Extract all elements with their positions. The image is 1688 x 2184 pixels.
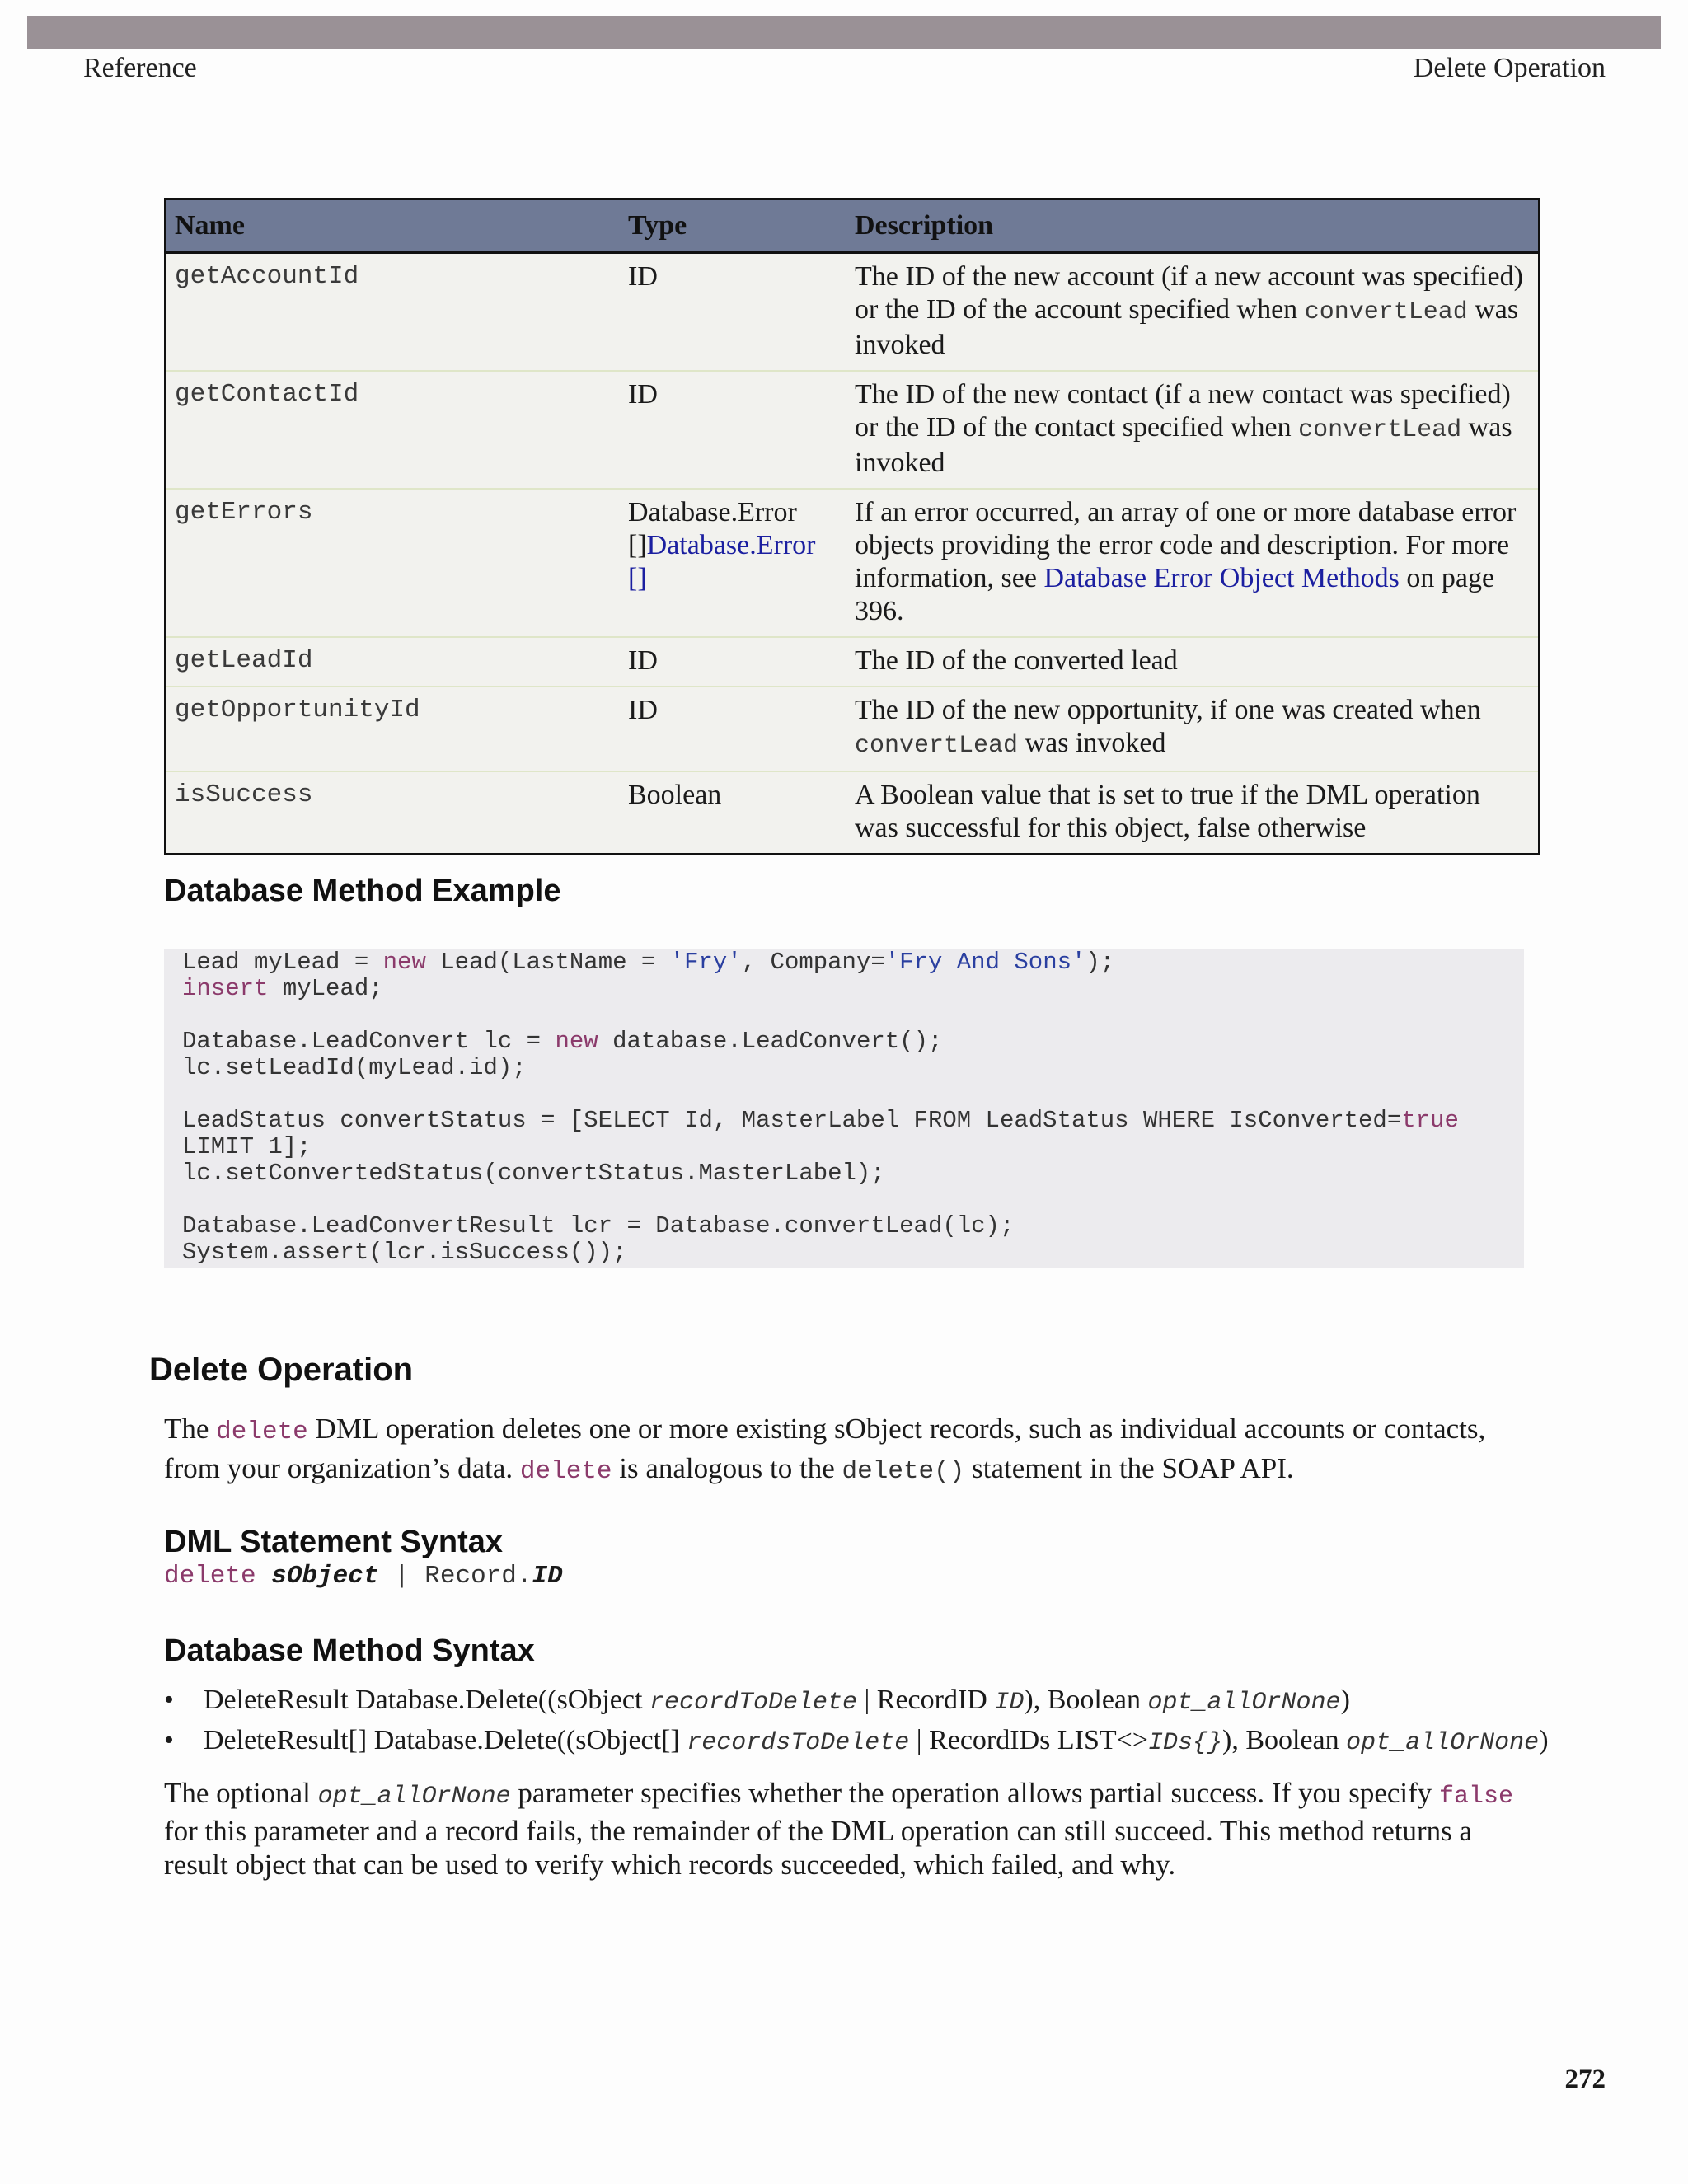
table-row [166, 771, 1540, 855]
method-name: getContactId [166, 371, 621, 489]
return-type: ID [620, 687, 846, 771]
list-item: • DeleteResult Database.Delete((sObject recordToDelete | RecordID ID), Boolean opt_allOrNone) [164, 1681, 1557, 1722]
code-line: System.assert(lcr.isSuccess()); [182, 1239, 627, 1266]
code-line: LIMIT 1]; [182, 1133, 312, 1160]
method-description: If an error occurred, an array of one or more database error objects providing the error code and description. For more information, see Database Error Object Methods on page 396. [846, 489, 1540, 637]
example-heading: Database Method Example [164, 874, 561, 908]
table-row [166, 687, 1540, 771]
running-header-right: Delete Operation [1413, 53, 1606, 83]
method-name: getOpportunityId [166, 687, 621, 771]
method-syntax-list [164, 1681, 1557, 1762]
code-line: lc.setLeadId(myLead.id); [182, 1054, 527, 1081]
database-error-type-link[interactable]: Database.Error [] [628, 530, 816, 593]
code-line: Lead myLead = new Lead(LastName = 'Fry', Company='Fry And Sons'); [182, 949, 1115, 976]
column-header-description: Description [846, 199, 1540, 253]
code-line: Database.LeadConvertResult lcr = Database.convertLead(lc); [182, 1212, 1015, 1240]
column-header-name: Name [166, 199, 621, 253]
code-line: Database.LeadConvert lc = new database.LeadConvert(); [182, 1028, 943, 1055]
return-type: ID [620, 253, 846, 372]
method-name: getLeadId [166, 637, 621, 687]
page-number: 272 [1564, 2064, 1606, 2094]
method-description: The ID of the converted lead [846, 637, 1540, 687]
column-header-type: Type [620, 199, 846, 253]
table-header-row [166, 199, 1540, 253]
lead-convert-result-methods-table [164, 198, 1540, 855]
code-line: LeadStatus convertStatus = [SELECT Id, MasterLabel FROM LeadStatus WHERE IsConverted=true [182, 1107, 1459, 1134]
section-title: Delete Operation [149, 1352, 414, 1388]
table-row [166, 637, 1540, 687]
method-description: The ID of the new contact (if a new contact was specified) or the ID of the contact specified when convertLead was invoked [846, 371, 1540, 489]
all-or-none-paragraph: The optional opt_allOrNone parameter specifies whether the operation allows partial success. If you specify false for this parameter and a record fails, the remainder of the DML operation can still succeed. This method returns a result object that can be used to verify which records succeeded, which failed, and why. [164, 1777, 1514, 1881]
method-description: The ID of the new account (if a new account was specified) or the ID of the account specified when convertLead was invoked [846, 253, 1540, 372]
method-name: isSuccess [166, 771, 621, 855]
method-syntax-heading: Database Method Syntax [164, 1633, 535, 1668]
table-row [166, 371, 1540, 489]
table-row [166, 253, 1540, 372]
table-row [166, 489, 1540, 637]
database-error-methods-link[interactable]: Database Error Object Methods [1043, 563, 1400, 593]
return-type: ID [620, 371, 846, 489]
intro-paragraph: The delete DML operation deletes one or more existing sObject records, such as individual accounts or contacts, from your organization’s data. delete is analogous to the delete() statement in the SOAP API. [164, 1413, 1486, 1486]
running-header-left: Reference [83, 53, 197, 83]
method-name: getAccountId [166, 253, 621, 372]
code-example-block [164, 949, 1524, 1268]
return-type: Boolean [620, 771, 846, 855]
list-item: • DeleteResult[] Database.Delete((sObject[] recordsToDelete | RecordIDs LIST<>IDs{}), Boolean opt_allOrNone) [164, 1722, 1557, 1762]
method-description: A Boolean value that is set to true if the DML operation was successful for this object, false otherwise [846, 771, 1540, 855]
code-line: insert myLead; [182, 975, 383, 1002]
return-type: ID [620, 637, 846, 687]
header-bar [27, 16, 1661, 49]
dml-syntax-heading: DML Statement Syntax [164, 1525, 504, 1559]
method-name: getErrors [166, 489, 621, 637]
code-line: lc.setConvertedStatus(convertStatus.MasterLabel); [182, 1160, 885, 1187]
return-type: Database.Error []Database.Error [] [620, 489, 846, 637]
method-description: The ID of the new opportunity, if one was created when convertLead was invoked [846, 687, 1540, 771]
dml-syntax: delete sObject | Record.ID [164, 1562, 563, 1591]
